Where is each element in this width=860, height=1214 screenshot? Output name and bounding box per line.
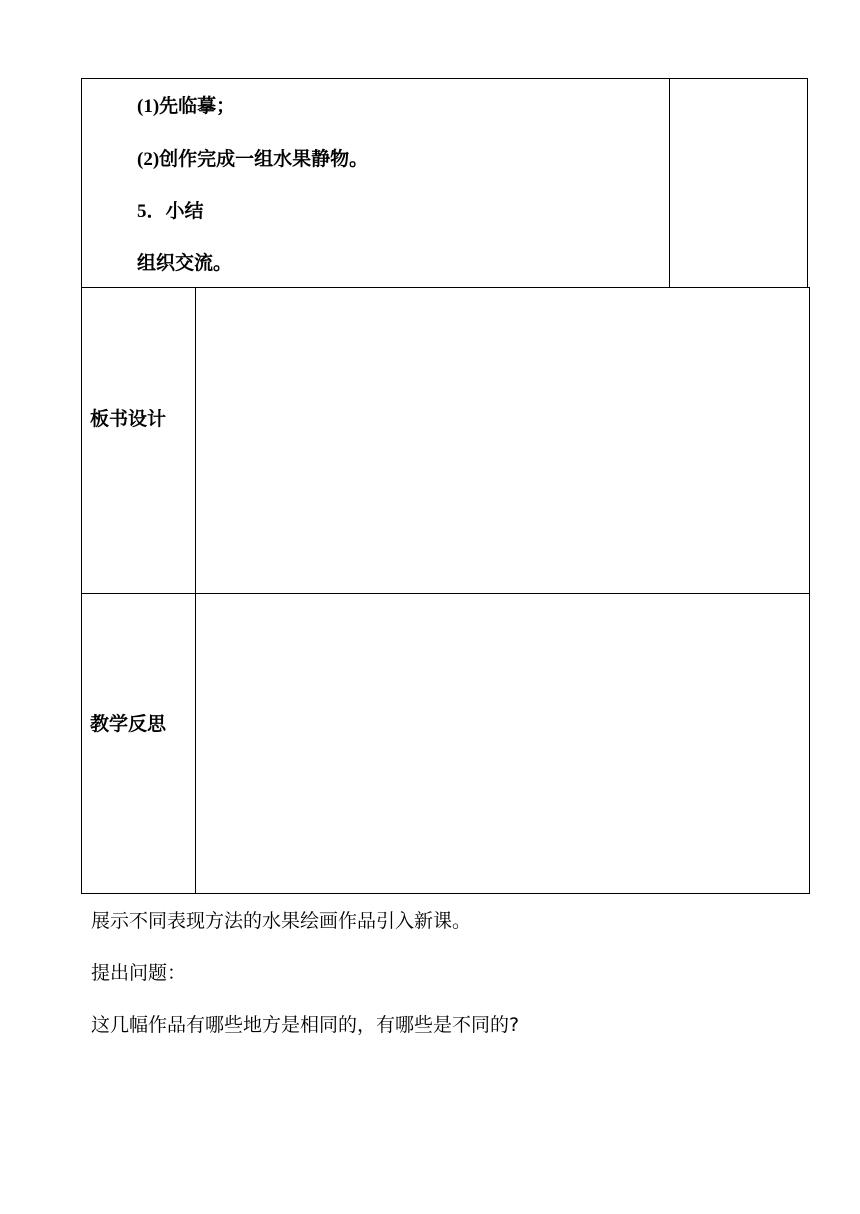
- step-1-text: 先临摹；: [159, 95, 236, 117]
- paragraph-question-heading: 提出问题：: [91, 962, 187, 984]
- step-5-heading: [137, 199, 204, 224]
- step-5-detail: [137, 251, 232, 275]
- board-design-label: 板书设计: [90, 408, 167, 430]
- step-2: [137, 147, 368, 172]
- paragraph-intro: 展示不同表现方法的水果绘画作品引入新课。: [91, 910, 472, 932]
- reflection-content-cell: [195, 593, 810, 894]
- step-5-text: 小结: [165, 200, 204, 222]
- step-2-number: (2): [137, 149, 160, 170]
- notes-cell: [669, 78, 808, 288]
- step-1-number: (1): [137, 96, 160, 117]
- reflection-label-cell: [81, 593, 196, 894]
- step-5-detail-text: 组织交流。: [137, 252, 233, 274]
- board-design-label-cell: [81, 287, 196, 594]
- step-2-text: 创作完成一组水果静物。: [159, 148, 369, 170]
- step-5-number: 5．: [137, 201, 166, 222]
- reflection-label: 教学反思: [90, 713, 167, 735]
- board-design-content-cell: [195, 287, 810, 594]
- step-1: [137, 94, 235, 119]
- paragraph-question: 这几幅作品有哪些地方是相同的，有哪些是不同的?: [91, 1014, 520, 1036]
